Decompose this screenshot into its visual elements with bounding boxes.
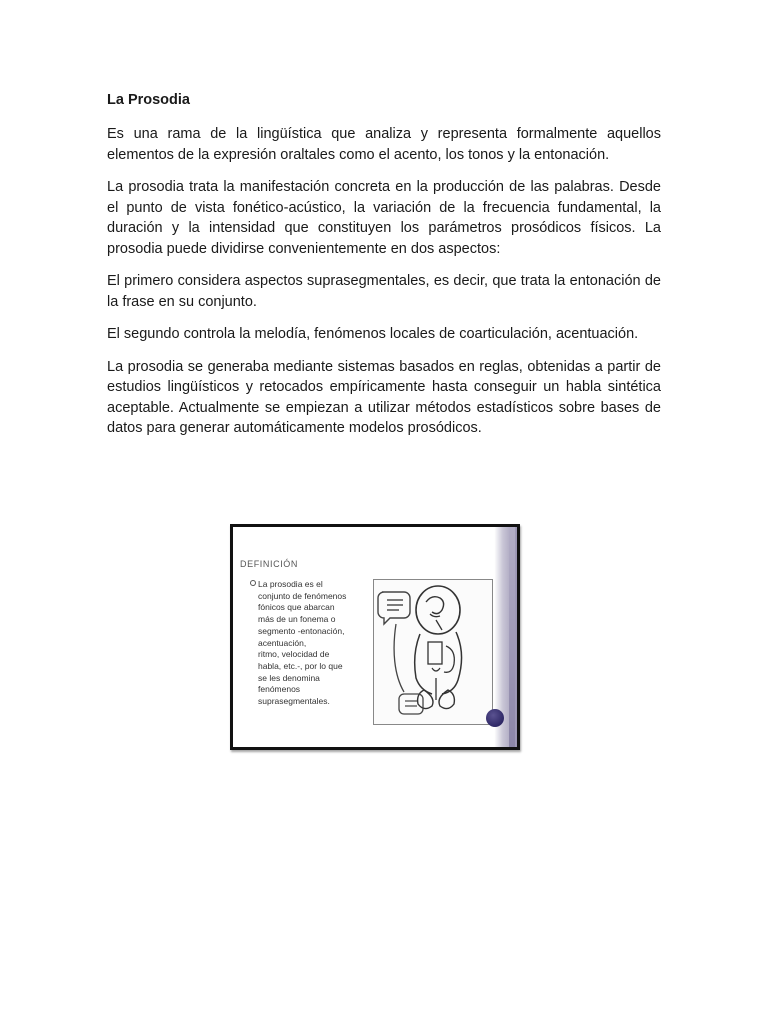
slide-line: habla, etc.-, por lo que: [258, 660, 343, 671]
paragraph-manifestation: La prosodia trata la manifestación concreta en la producción de las palabras. Desde el punto de vista fonético-acústico, la variación de la frecuencia fundamental, la duración y la intensidad que constituyen los parámetros prosódicos físicos. La prosodia puede dividirse convenientemente en dos aspectos:: [107, 179, 661, 257]
paragraph-second-aspect: El segundo controla la melodía, fenómenos locales de coarticulación, acentuación.: [107, 326, 639, 342]
slide-line: La prosodia es el: [258, 579, 323, 589]
slide-line: fenómenos: [258, 684, 301, 695]
slide-bullet-icon: [250, 580, 256, 586]
slide-line: más de un fonema o: [258, 614, 336, 625]
document-title: La Prosodia: [107, 92, 190, 108]
slide-line: conjunto de fenómenos: [258, 590, 347, 601]
slide-heading: DEFINICIÓN: [240, 559, 299, 569]
document-body: [107, 124, 661, 451]
slide-line: se les denomina: [258, 672, 320, 683]
slide-line: segmento -entonación,: [258, 625, 345, 636]
slide-text: [258, 579, 370, 708]
slide-line: fónicos que abarcan: [258, 602, 335, 613]
paragraph-first-aspect: El primero considera aspectos suprasegmentales, es decir, que trata la entonación de la frase en su conjunto.: [107, 273, 661, 310]
slide-image: [230, 524, 520, 750]
paragraph-generation: La prosodia se generaba mediante sistemas basados en reglas, obtenidas a partir de estudios lingüísticos y retocados empíricamente hasta conseguir un habla sintética aceptable. Actualmente se empiezan a utilizar métodos estadísticos sobre bases de datos para generar automáticamente modelos prosódicos.: [107, 358, 661, 436]
slide-sidebar: [509, 527, 515, 747]
slide-line: acentuación,: [258, 637, 307, 648]
slide-line: suprasegmentales.: [258, 696, 330, 707]
speaking-figure-illustration: [373, 579, 493, 725]
slide-circle-icon: [486, 709, 504, 727]
paragraph-definition: Es una rama de la lingüística que analiza y representa formalmente aquellos elementos de la expresión oraltales como el acento, los tonos y la entonación.: [107, 126, 661, 163]
slide-line: ritmo, velocidad de: [258, 649, 330, 660]
speaking-figure-icon: [374, 580, 492, 724]
